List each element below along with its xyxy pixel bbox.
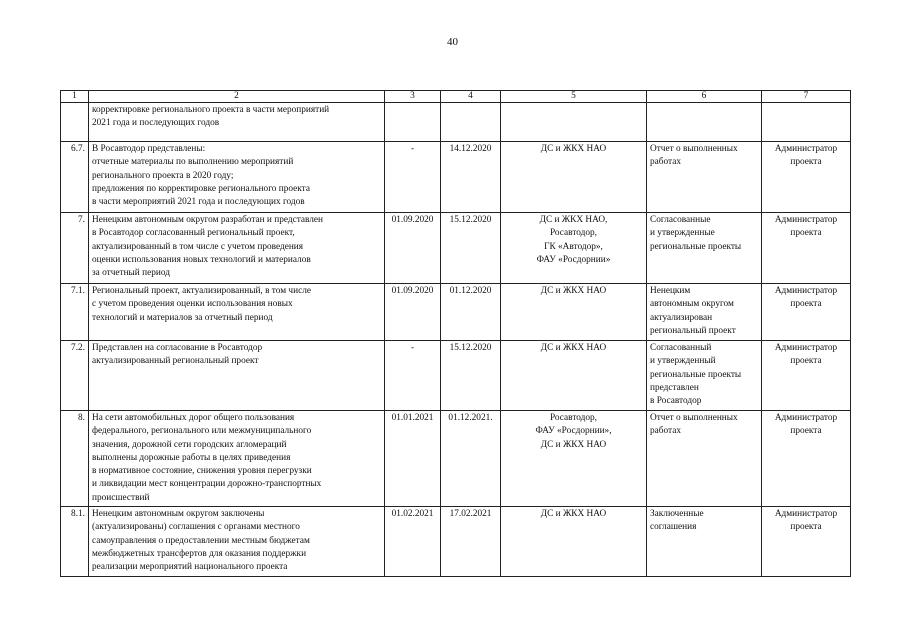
row-result	[647, 103, 762, 142]
row-number: 7.	[61, 213, 89, 284]
row-end-date: 01.12.2021.	[441, 411, 501, 507]
row-controller	[762, 103, 851, 142]
row-start-date: 01.09.2020	[385, 284, 441, 341]
row-result: Согласованный и утвержденный региональные проекты представлен в Росавтодор	[647, 341, 762, 411]
row-description: В Росавтодор представлены: отчетные материалы по выполнению мероприятий регионального проекта в 2020 году; предложения по корректировке регионального проекта в части мероприятий 2021 года и последующих годов	[89, 142, 385, 213]
column-header: 7	[762, 91, 851, 103]
row-end-date: 17.02.2021	[441, 507, 501, 577]
row-controller: Администратор проекта	[762, 507, 851, 577]
row-number: 7.2.	[61, 341, 89, 411]
row-end-date: 15.12.2020	[441, 341, 501, 411]
row-result: Отчет о выполненных работах	[647, 411, 762, 507]
row-description: Региональный проект, актуализированный, в том числе с учетом проведения оценки использования новых технологий и материалов за отчетный период	[89, 284, 385, 341]
page-number: 40	[447, 36, 458, 48]
row-responsible: ДС и ЖКХ НАО	[501, 341, 647, 411]
row-start-date: 01.02.2021	[385, 507, 441, 577]
row-number: 8.	[61, 411, 89, 507]
column-header: 5	[501, 91, 647, 103]
row-start-date: -	[385, 142, 441, 213]
row-description: Ненецким автономным округом заключены (актуализированы) соглашения с органами местного самоуправления о предоставлении местным бюджетам межбюджетных трансфертов для оказания поддержки реализации мероприятий национального проекта	[89, 507, 385, 577]
row-result: Заключенные соглашения	[647, 507, 762, 577]
row-controller: Администратор проекта	[762, 411, 851, 507]
row-description: корректировке регионального проекта в части мероприятий 2021 года и последующих годов	[89, 103, 385, 142]
row-start-date	[385, 103, 441, 142]
table-row	[61, 213, 851, 284]
row-responsible	[501, 103, 647, 142]
table-row	[61, 284, 851, 341]
table-row	[61, 341, 851, 411]
column-header: 6	[647, 91, 762, 103]
row-responsible: ДС и ЖКХ НАО, Росавтодор, ГК «Автодор», ФАУ «Росдорнии»	[501, 213, 647, 284]
row-start-date: 01.09.2020	[385, 213, 441, 284]
row-responsible: Росавтодор, ФАУ «Росдорнии», ДС и ЖКХ НАО	[501, 411, 647, 507]
row-number: 6.7.	[61, 142, 89, 213]
row-controller: Администратор проекта	[762, 142, 851, 213]
row-end-date: 15.12.2020	[441, 213, 501, 284]
row-controller: Администратор проекта	[762, 213, 851, 284]
row-end-date	[441, 103, 501, 142]
column-header: 3	[385, 91, 441, 103]
table-row	[61, 507, 851, 577]
row-controller: Администратор проекта	[762, 284, 851, 341]
table-row	[61, 411, 851, 507]
row-number: 7.1.	[61, 284, 89, 341]
column-header: 4	[441, 91, 501, 103]
table-header-row	[61, 91, 851, 103]
row-result: Согласованные и утвержденные региональные проекты	[647, 213, 762, 284]
column-header: 2	[89, 91, 385, 103]
table-row	[61, 103, 851, 142]
row-responsible: ДС и ЖКХ НАО	[501, 507, 647, 577]
row-description: Представлен на согласование в Росавтодор актуализированный региональный проект	[89, 341, 385, 411]
row-description: Ненецким автономным округом разработан и представлен в Росавтодор согласованный региональный проект, актуализированный в том числе с учетом проведения оценки использования новых технологий и материалов за отчетный период	[89, 213, 385, 284]
column-header: 1	[61, 91, 89, 103]
row-start-date: -	[385, 341, 441, 411]
row-end-date: 14.12.2020	[441, 142, 501, 213]
row-end-date: 01.12.2020	[441, 284, 501, 341]
row-number	[61, 103, 89, 142]
row-start-date: 01.01.2021	[385, 411, 441, 507]
table-row	[61, 142, 851, 213]
row-controller: Администратор проекта	[762, 341, 851, 411]
row-description: На сети автомобильных дорог общего пользования федерального, регионального или межмуниципального значения, дорожной сети городских агломераций выполнены дорожные работы в целях приведения в нормативное состояние, снижения уровня перегрузки и ликвидации мест концентрации дорожно-транспортных происшествий	[89, 411, 385, 507]
row-responsible: ДС и ЖКХ НАО	[501, 142, 647, 213]
row-result: Ненецким автономным округом актуализирован региональный проект	[647, 284, 762, 341]
schedule-table	[60, 90, 851, 577]
row-responsible: ДС и ЖКХ НАО	[501, 284, 647, 341]
row-number: 8.1.	[61, 507, 89, 577]
row-result: Отчет о выполненных работах	[647, 142, 762, 213]
